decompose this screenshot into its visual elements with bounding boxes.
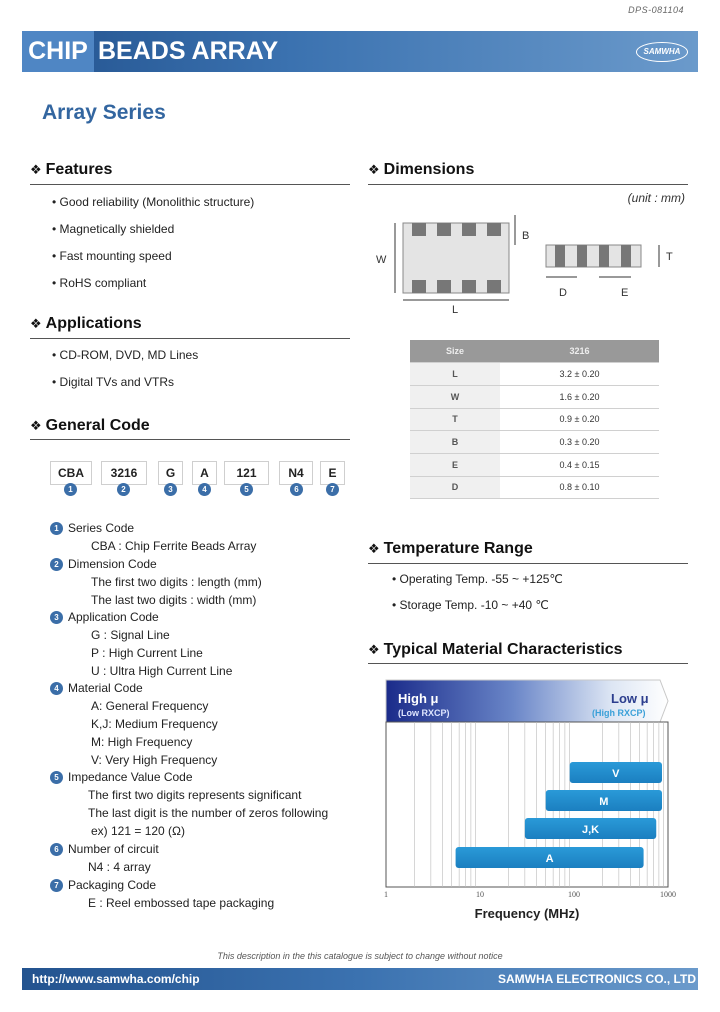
code-line: Material Code bbox=[68, 681, 143, 695]
diamond-icon: ❖ bbox=[30, 418, 42, 433]
website-link[interactable]: http://www.samwha.com/chip bbox=[32, 972, 200, 986]
code-part-impedance: 121 bbox=[224, 461, 269, 485]
code-part-packaging: E bbox=[320, 461, 345, 485]
divider bbox=[30, 184, 350, 185]
terminal bbox=[462, 223, 476, 236]
number-badge: 1 bbox=[50, 522, 63, 535]
terminal bbox=[555, 245, 565, 267]
code-part-circuit: N4 bbox=[279, 461, 313, 485]
table-value: 0.4 ± 0.15 bbox=[500, 453, 659, 476]
code-line: The first two digits represents significant bbox=[88, 788, 302, 802]
number-badge: 2 bbox=[117, 483, 130, 496]
number-badge: 7 bbox=[50, 879, 63, 892]
features-heading: ❖ Features bbox=[30, 161, 113, 178]
diamond-icon: ❖ bbox=[30, 162, 42, 177]
footnote: This description in the this catalogue is subject to change without notice bbox=[217, 951, 503, 961]
high-rxcp-label: (High RXCP) bbox=[592, 708, 646, 718]
table-row bbox=[410, 431, 659, 454]
table-value: 0.9 ± 0.20 bbox=[500, 408, 659, 431]
code-line: N4 : 4 array bbox=[88, 860, 151, 874]
dimension-table bbox=[410, 340, 659, 499]
table-key: W bbox=[410, 385, 500, 408]
code-line: CBA : Chip Ferrite Beads Array bbox=[91, 539, 257, 553]
code-line: Dimension Code bbox=[68, 557, 157, 571]
number-badge: 2 bbox=[50, 558, 63, 571]
terminal bbox=[462, 280, 476, 293]
terminal bbox=[437, 280, 451, 293]
code-line: M: High Frequency bbox=[91, 735, 193, 749]
band-label: M bbox=[599, 796, 609, 808]
code-line: U : Ultra High Current Line bbox=[91, 664, 233, 678]
application-item: • CD-ROM, DVD, MD Lines bbox=[52, 348, 199, 362]
code-part-series: CBA bbox=[50, 461, 92, 485]
code-line: Number of circuit bbox=[68, 842, 159, 856]
number-badge: 4 bbox=[50, 682, 63, 695]
number-badge: 3 bbox=[164, 483, 177, 496]
dimensions-heading: ❖ Dimensions bbox=[368, 161, 475, 178]
table-value: 3.2 ± 0.20 bbox=[500, 363, 659, 386]
code-line: ex) 121 = 120 (Ω) bbox=[91, 824, 186, 838]
table-row bbox=[410, 385, 659, 408]
terminal bbox=[599, 245, 609, 267]
divider bbox=[368, 663, 688, 664]
diamond-icon: ❖ bbox=[368, 541, 380, 556]
divider bbox=[30, 439, 350, 440]
b-label: B bbox=[522, 230, 530, 242]
ticks bbox=[384, 890, 676, 899]
tick-label: 1000 bbox=[660, 890, 676, 899]
terminal bbox=[487, 223, 501, 236]
footer-bar bbox=[22, 968, 698, 990]
code-line: E : Reel embossed tape packaging bbox=[88, 896, 275, 910]
high-mu-label: High μ bbox=[398, 691, 439, 706]
band-label: J,K bbox=[581, 824, 600, 836]
samwha-logo: SAMWHA bbox=[636, 42, 688, 62]
feature-item: • Magnetically shielded bbox=[52, 222, 175, 236]
code-part-application: G bbox=[158, 461, 183, 485]
table-key: B bbox=[410, 431, 500, 454]
terminal bbox=[621, 245, 631, 267]
e-label: E bbox=[621, 287, 629, 299]
terminal bbox=[487, 280, 501, 293]
table-value: 0.3 ± 0.20 bbox=[500, 431, 659, 454]
number-badge: 1 bbox=[64, 483, 77, 496]
terminal bbox=[412, 223, 426, 236]
application-item: • Digital TVs and VTRs bbox=[52, 375, 175, 389]
code-part-dimension: 3216 bbox=[101, 461, 147, 485]
tick-label: 1 bbox=[384, 890, 388, 899]
code-line: Application Code bbox=[68, 610, 159, 624]
title-banner bbox=[22, 31, 698, 72]
code-line: P : High Current Line bbox=[91, 646, 203, 660]
table-header: 3216 bbox=[500, 340, 659, 363]
temperature-item: • Operating Temp. -55 ~ +125℃ bbox=[392, 572, 563, 586]
d-label: D bbox=[559, 287, 567, 299]
number-badge: 3 bbox=[50, 611, 63, 624]
t-label: T bbox=[666, 251, 673, 263]
table-header-row bbox=[410, 340, 659, 363]
unit-note: (unit : mm) bbox=[627, 191, 685, 205]
code-line: The first two digits : length (mm) bbox=[91, 575, 262, 589]
code-line: V: Very High Frequency bbox=[91, 753, 218, 767]
company-name: SAMWHA ELECTRONICS CO., LTD bbox=[498, 972, 696, 986]
low-mu-label: Low μ bbox=[611, 691, 649, 706]
table-row bbox=[410, 363, 659, 386]
table-value: 0.8 ± 0.10 bbox=[500, 476, 659, 499]
divider bbox=[368, 563, 688, 564]
temperature-heading: ❖ Temperature Range bbox=[368, 540, 533, 557]
dimension-drawing bbox=[368, 205, 688, 325]
code-line: A: General Frequency bbox=[91, 699, 209, 713]
w-label: W bbox=[376, 254, 387, 266]
code-line: Series Code bbox=[68, 521, 135, 535]
code-line: K,J: Medium Frequency bbox=[91, 717, 218, 731]
code-part-material: A bbox=[192, 461, 217, 485]
table-key: T bbox=[410, 408, 500, 431]
feature-item: • RoHS compliant bbox=[52, 276, 147, 290]
low-rxcp-label: (Low RXCP) bbox=[398, 708, 450, 718]
number-badge: 6 bbox=[50, 843, 63, 856]
material-heading: ❖ Typical Material Characteristics bbox=[368, 641, 623, 658]
feature-item: • Fast mounting speed bbox=[52, 249, 172, 263]
title-text: BEADS ARRAY bbox=[98, 37, 279, 65]
table-key: D bbox=[410, 476, 500, 499]
number-badge: 7 bbox=[326, 483, 339, 496]
series-title: Array Series bbox=[42, 101, 166, 124]
table-value: 1.6 ± 0.20 bbox=[500, 385, 659, 408]
tick-label: 100 bbox=[568, 890, 580, 899]
general-code-heading: ❖ General Code bbox=[30, 417, 150, 434]
divider bbox=[368, 184, 688, 185]
divider bbox=[30, 338, 350, 339]
band-label: A bbox=[545, 853, 554, 865]
diamond-icon: ❖ bbox=[368, 162, 380, 177]
diamond-icon: ❖ bbox=[368, 642, 380, 657]
table-key: E bbox=[410, 453, 500, 476]
table-header: Size bbox=[410, 340, 500, 363]
number-badge: 5 bbox=[240, 483, 253, 496]
code-line: Packaging Code bbox=[68, 878, 157, 892]
table-row bbox=[410, 453, 659, 476]
x-axis-label: Frequency (MHz) bbox=[474, 906, 580, 921]
document-number: DPS-081104 bbox=[628, 5, 684, 15]
number-badge: 6 bbox=[290, 483, 303, 496]
code-line: The last digit is the number of zeros following bbox=[88, 806, 329, 820]
table-row bbox=[410, 408, 659, 431]
terminal bbox=[577, 245, 587, 267]
number-badge: 5 bbox=[50, 771, 63, 784]
feature-item: • Good reliability (Monolithic structure) bbox=[52, 195, 255, 209]
band-label: V bbox=[612, 768, 620, 780]
terminal bbox=[412, 280, 426, 293]
table-row bbox=[410, 476, 659, 499]
l-label: L bbox=[452, 304, 459, 316]
code-line: The last two digits : width (mm) bbox=[91, 593, 257, 607]
tick-label: 10 bbox=[476, 890, 484, 899]
applications-heading: ❖ Applications bbox=[30, 315, 142, 332]
temperature-item: • Storage Temp. -10 ~ +40 ℃ bbox=[392, 598, 549, 612]
code-line: G : Signal Line bbox=[91, 628, 170, 642]
table-key: L bbox=[410, 363, 500, 386]
number-badge: 4 bbox=[198, 483, 211, 496]
material-chart bbox=[380, 675, 680, 930]
diamond-icon: ❖ bbox=[30, 316, 42, 331]
title-chip: CHIP bbox=[22, 31, 94, 72]
terminal bbox=[437, 223, 451, 236]
code-line: Impedance Value Code bbox=[68, 770, 193, 784]
